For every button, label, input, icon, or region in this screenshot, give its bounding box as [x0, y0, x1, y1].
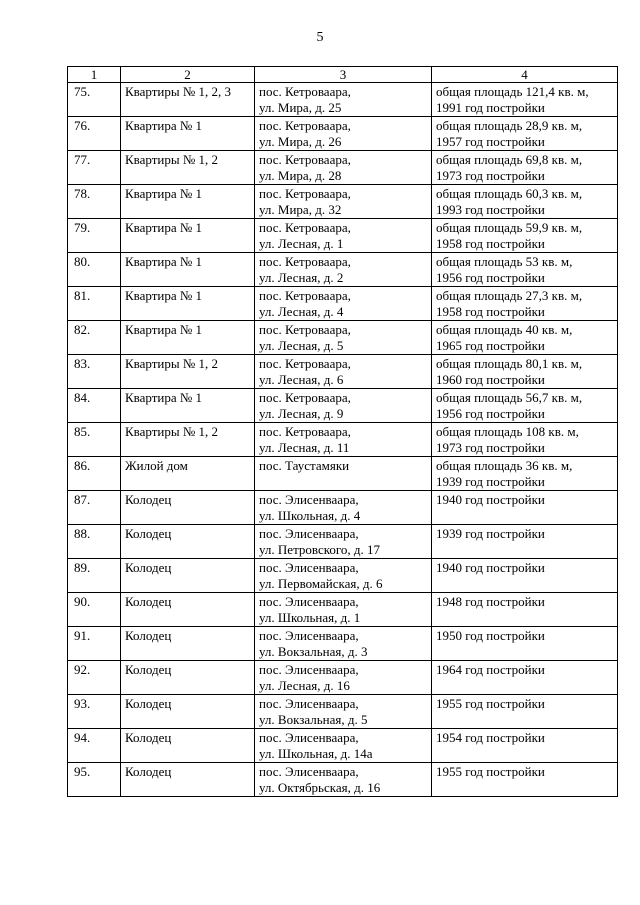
- details-line: общая площадь 36 кв. м,: [436, 458, 573, 473]
- address-line: ул. Первомайская, д. 6: [259, 575, 383, 591]
- details-line: 1991 год постройки: [436, 99, 545, 115]
- details-line: 1965 год постройки: [436, 337, 545, 353]
- row-number: 86.: [68, 457, 121, 491]
- details-line: 1964 год постройки: [436, 662, 545, 677]
- address-line: ул. Лесная, д. 16: [259, 677, 350, 693]
- address-line: ул. Мира, д. 28: [259, 167, 342, 183]
- table-row: [68, 185, 618, 219]
- table-row: [68, 355, 618, 389]
- details-cell: [432, 83, 618, 117]
- row-number: 92.: [68, 661, 121, 695]
- details-line: 1955 год постройки: [436, 764, 545, 779]
- column-header-1: 1: [68, 67, 121, 83]
- table-row: [68, 491, 618, 525]
- address-line: ул. Школьная, д. 1: [259, 609, 361, 625]
- address-cell: [255, 253, 432, 287]
- address-line: пос. Элисенваара,: [259, 662, 359, 677]
- details-line: 1956 год постройки: [436, 269, 545, 285]
- address-line: пос. Кетроваара,: [259, 84, 351, 99]
- details-line: [436, 576, 613, 592]
- object-name: Квартиры № 1, 2: [121, 355, 255, 389]
- row-number: 80.: [68, 253, 121, 287]
- details-line: 1939 год постройки: [436, 473, 545, 489]
- details-line: общая площадь 27,3 кв. м,: [436, 288, 583, 303]
- details-line: общая площадь 108 кв. м,: [436, 424, 579, 439]
- details-line: 1957 год постройки: [436, 133, 545, 149]
- table-row: [68, 219, 618, 253]
- details-line: [436, 678, 613, 694]
- details-line: [436, 644, 613, 660]
- details-line: общая площадь 53 кв. м,: [436, 254, 573, 269]
- object-name: Колодец: [121, 593, 255, 627]
- address-cell: [255, 627, 432, 661]
- details-line: [436, 712, 613, 728]
- address-line: ул. Вокзальная, д. 5: [259, 711, 368, 727]
- object-name: Колодец: [121, 491, 255, 525]
- address-cell: [255, 593, 432, 627]
- table-row: [68, 287, 618, 321]
- details-cell: [432, 389, 618, 423]
- details-cell: [432, 763, 618, 797]
- address-cell: [255, 117, 432, 151]
- table-row: [68, 661, 618, 695]
- address-line: ул. Школьная, д. 14а: [259, 745, 373, 761]
- row-number: 87.: [68, 491, 121, 525]
- details-line: [436, 610, 613, 626]
- address-line: ул. Октябрьская, д. 16: [259, 779, 381, 795]
- details-cell: [432, 457, 618, 491]
- address-line: пос. Элисенваара,: [259, 730, 359, 745]
- table-row: [68, 695, 618, 729]
- address-line: пос. Элисенваара,: [259, 560, 359, 575]
- column-header-4: 4: [432, 67, 618, 83]
- details-line: 1958 год постройки: [436, 303, 545, 319]
- object-name: Жилой дом: [121, 457, 255, 491]
- details-cell: [432, 185, 618, 219]
- object-name: Квартира № 1: [121, 287, 255, 321]
- details-line: 1973 год постройки: [436, 167, 545, 183]
- object-name: Квартиры № 1, 2, 3: [121, 83, 255, 117]
- row-number: 84.: [68, 389, 121, 423]
- address-cell: [255, 389, 432, 423]
- table-row: [68, 627, 618, 661]
- details-line: общая площадь 28,9 кв. м,: [436, 118, 583, 133]
- row-number: 83.: [68, 355, 121, 389]
- address-line: ул. Лесная, д. 6: [259, 371, 344, 387]
- address-line: пос. Элисенваара,: [259, 628, 359, 643]
- details-line: 1939 год постройки: [436, 526, 545, 541]
- details-line: [436, 780, 613, 796]
- address-line: пос. Кетроваара,: [259, 152, 351, 167]
- row-number: 85.: [68, 423, 121, 457]
- address-cell: [255, 151, 432, 185]
- details-line: 1940 год постройки: [436, 492, 545, 507]
- address-line: ул. Школьная, д. 4: [259, 507, 361, 523]
- object-name: Квартира № 1: [121, 117, 255, 151]
- address-cell: [255, 287, 432, 321]
- address-line: пос. Кетроваара,: [259, 254, 351, 269]
- object-name: Колодец: [121, 695, 255, 729]
- details-line: 1950 год постройки: [436, 628, 545, 643]
- row-number: 95.: [68, 763, 121, 797]
- details-line: 1956 год постройки: [436, 405, 545, 421]
- address-cell: [255, 423, 432, 457]
- address-line: пос. Элисенваара,: [259, 764, 359, 779]
- details-cell: [432, 355, 618, 389]
- object-name: Квартира № 1: [121, 389, 255, 423]
- row-number: 77.: [68, 151, 121, 185]
- row-number: 75.: [68, 83, 121, 117]
- details-cell: [432, 661, 618, 695]
- address-line: пос. Кетроваара,: [259, 186, 351, 201]
- address-cell: [255, 763, 432, 797]
- object-name: Квартиры № 1, 2: [121, 151, 255, 185]
- details-line: 1960 год постройки: [436, 371, 545, 387]
- address-line: пос. Кетроваара,: [259, 322, 351, 337]
- details-line: [436, 542, 613, 558]
- column-header-3: 3: [255, 67, 432, 83]
- details-line: общая площадь 60,3 кв. м,: [436, 186, 583, 201]
- details-line: [436, 508, 613, 524]
- details-line: общая площадь 121,4 кв. м,: [436, 84, 589, 99]
- address-line: ул. Лесная, д. 2: [259, 269, 344, 285]
- address-line: [259, 474, 427, 490]
- address-line: пос. Кетроваара,: [259, 356, 351, 371]
- row-number: 91.: [68, 627, 121, 661]
- address-cell: [255, 525, 432, 559]
- details-cell: [432, 729, 618, 763]
- object-name: Квартира № 1: [121, 321, 255, 355]
- details-line: общая площадь 59,9 кв. м,: [436, 220, 583, 235]
- details-line: 1954 год постройки: [436, 730, 545, 745]
- row-number: 79.: [68, 219, 121, 253]
- details-line: 1940 год постройки: [436, 560, 545, 575]
- address-line: ул. Лесная, д. 5: [259, 337, 344, 353]
- object-name: Квартира № 1: [121, 219, 255, 253]
- column-header-2: 2: [121, 67, 255, 83]
- table-row: [68, 389, 618, 423]
- address-cell: [255, 355, 432, 389]
- table-row: [68, 457, 618, 491]
- details-cell: [432, 593, 618, 627]
- details-cell: [432, 525, 618, 559]
- row-number: 93.: [68, 695, 121, 729]
- details-line: общая площадь 69,8 кв. м,: [436, 152, 583, 167]
- property-table: [67, 66, 618, 797]
- address-line: пос. Элисенваара,: [259, 492, 359, 507]
- address-line: ул. Лесная, д. 11: [259, 439, 350, 455]
- row-number: 81.: [68, 287, 121, 321]
- object-name: Колодец: [121, 627, 255, 661]
- address-line: ул. Вокзальная, д. 3: [259, 643, 368, 659]
- table-row: [68, 423, 618, 457]
- details-cell: [432, 117, 618, 151]
- address-line: ул. Лесная, д. 9: [259, 405, 344, 421]
- object-name: Колодец: [121, 525, 255, 559]
- details-line: 1973 год постройки: [436, 439, 545, 455]
- row-number: 89.: [68, 559, 121, 593]
- table-row: [68, 729, 618, 763]
- details-cell: [432, 287, 618, 321]
- details-line: общая площадь 80,1 кв. м,: [436, 356, 583, 371]
- address-line: пос. Кетроваара,: [259, 220, 351, 235]
- address-cell: [255, 559, 432, 593]
- object-name: Колодец: [121, 729, 255, 763]
- table-row: [68, 321, 618, 355]
- table-row: [68, 763, 618, 797]
- table-row: [68, 559, 618, 593]
- details-cell: [432, 559, 618, 593]
- address-cell: [255, 729, 432, 763]
- details-line: общая площадь 40 кв. м,: [436, 322, 573, 337]
- table-row: [68, 253, 618, 287]
- row-number: 88.: [68, 525, 121, 559]
- address-line: ул. Лесная, д. 1: [259, 235, 344, 251]
- address-line: пос. Элисенваара,: [259, 696, 359, 711]
- address-line: пос. Кетроваара,: [259, 118, 351, 133]
- row-number: 82.: [68, 321, 121, 355]
- row-number: 90.: [68, 593, 121, 627]
- table-body: [68, 83, 618, 797]
- object-name: Колодец: [121, 559, 255, 593]
- object-name: Квартира № 1: [121, 253, 255, 287]
- row-number: 76.: [68, 117, 121, 151]
- header-row: [68, 67, 618, 83]
- details-cell: [432, 151, 618, 185]
- table-row: [68, 117, 618, 151]
- details-line: 1955 год постройки: [436, 696, 545, 711]
- details-cell: [432, 253, 618, 287]
- address-cell: [255, 695, 432, 729]
- details-cell: [432, 627, 618, 661]
- address-line: пос. Таустамяки: [259, 458, 350, 473]
- object-name: Квартиры № 1, 2: [121, 423, 255, 457]
- address-cell: [255, 83, 432, 117]
- address-line: ул. Мира, д. 32: [259, 201, 342, 217]
- address-line: ул. Петровского, д. 17: [259, 541, 381, 557]
- page-number: 5: [316, 30, 324, 45]
- details-line: [436, 746, 613, 762]
- object-name: Колодец: [121, 763, 255, 797]
- object-name: Колодец: [121, 661, 255, 695]
- table-row: [68, 151, 618, 185]
- address-cell: [255, 491, 432, 525]
- table-row: [68, 593, 618, 627]
- address-line: ул. Мира, д. 25: [259, 99, 342, 115]
- address-line: ул. Лесная, д. 4: [259, 303, 344, 319]
- details-cell: [432, 219, 618, 253]
- address-line: ул. Мира, д. 26: [259, 133, 342, 149]
- address-line: пос. Элисенваара,: [259, 526, 359, 541]
- row-number: 94.: [68, 729, 121, 763]
- address-line: пос. Кетроваара,: [259, 424, 351, 439]
- details-line: 1958 год постройки: [436, 235, 545, 251]
- address-line: пос. Элисенваара,: [259, 594, 359, 609]
- table-row: [68, 83, 618, 117]
- address-cell: [255, 321, 432, 355]
- address-cell: [255, 457, 432, 491]
- address-cell: [255, 661, 432, 695]
- details-cell: [432, 491, 618, 525]
- details-cell: [432, 695, 618, 729]
- details-line: 1993 год постройки: [436, 201, 545, 217]
- row-number: 78.: [68, 185, 121, 219]
- details-cell: [432, 423, 618, 457]
- object-name: Квартира № 1: [121, 185, 255, 219]
- address-cell: [255, 185, 432, 219]
- details-line: 1948 год постройки: [436, 594, 545, 609]
- details-line: общая площадь 56,7 кв. м,: [436, 390, 583, 405]
- table-row: [68, 525, 618, 559]
- details-cell: [432, 321, 618, 355]
- address-line: пос. Кетроваара,: [259, 390, 351, 405]
- address-cell: [255, 219, 432, 253]
- address-line: пос. Кетроваара,: [259, 288, 351, 303]
